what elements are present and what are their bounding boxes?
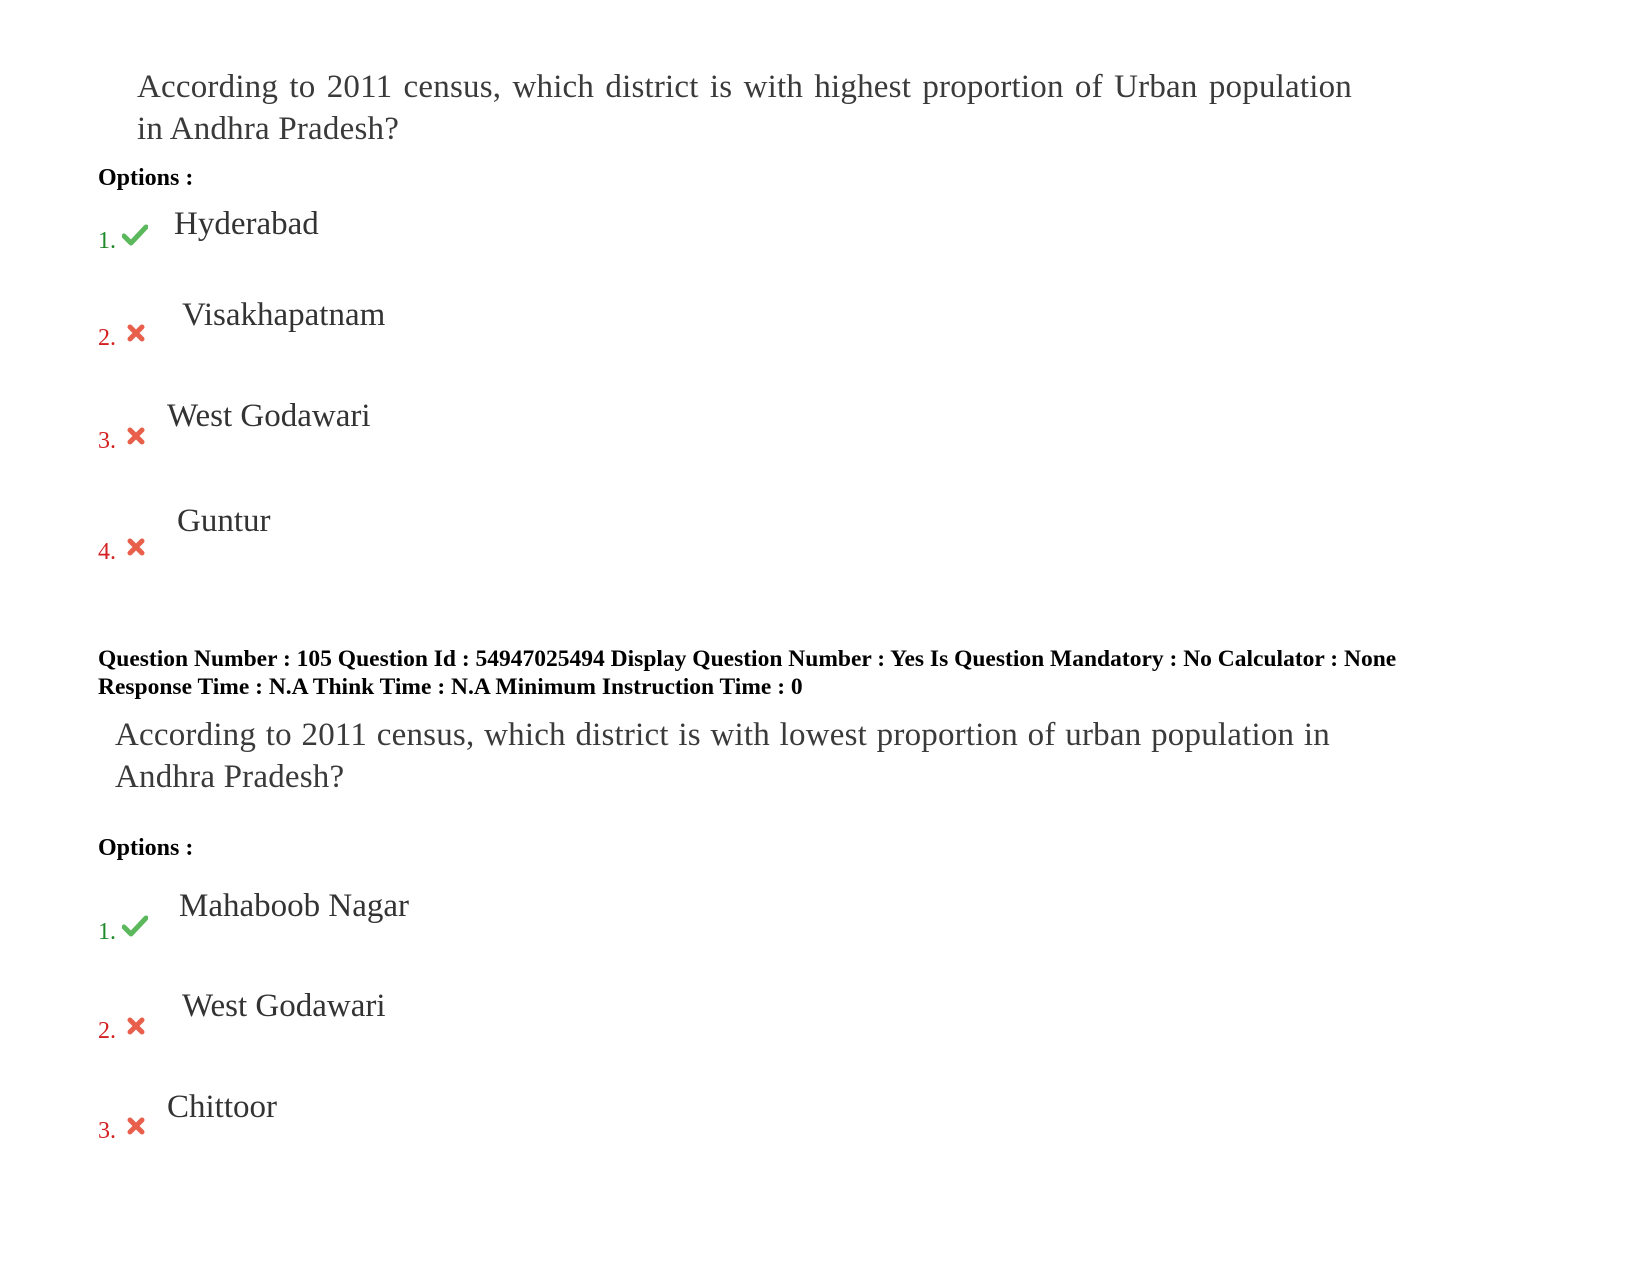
option-number: 3.: [98, 428, 116, 454]
cross-icon: [124, 322, 150, 346]
option-text: Hyderabad: [174, 206, 319, 242]
option-text: Mahaboob Nagar: [179, 888, 410, 924]
question-text: According to 2011 census, which district is with lowest proportion of urban population in Andhra Pradesh?: [115, 717, 1330, 795]
option-text: Guntur: [177, 503, 271, 539]
option-text: Chittoor: [167, 1089, 278, 1125]
options-label: Options :: [98, 165, 194, 191]
option-number: 1.: [98, 919, 116, 945]
cross-icon: [124, 425, 150, 449]
option-number: 2.: [98, 325, 116, 351]
check-icon: [122, 223, 148, 247]
cross-icon: [124, 536, 150, 560]
option-number: 2.: [98, 1018, 116, 1044]
option-number: 3.: [98, 1118, 116, 1144]
options-label: Options :: [98, 835, 194, 861]
option-text: West Godawari: [167, 398, 371, 434]
option-text: Visakhapatnam: [182, 297, 386, 333]
question-meta-line-1: Question Number : 105 Question Id : 54947025494 Display Question Number : Yes Is Question Mandatory : No Calculator : None: [98, 646, 1397, 672]
option-number: 4.: [98, 539, 116, 565]
question-meta-line-2: Response Time : N.A Think Time : N.A Minimum Instruction Time : 0: [98, 674, 803, 700]
check-icon: [122, 914, 148, 938]
question-text: According to 2011 census, which district is with highest proportion of Urban population in Andhra Pradesh?: [137, 69, 1352, 147]
cross-icon: [124, 1115, 150, 1139]
cross-icon: [124, 1015, 150, 1039]
option-text: West Godawari: [182, 988, 386, 1024]
option-number: 1.: [98, 228, 116, 254]
